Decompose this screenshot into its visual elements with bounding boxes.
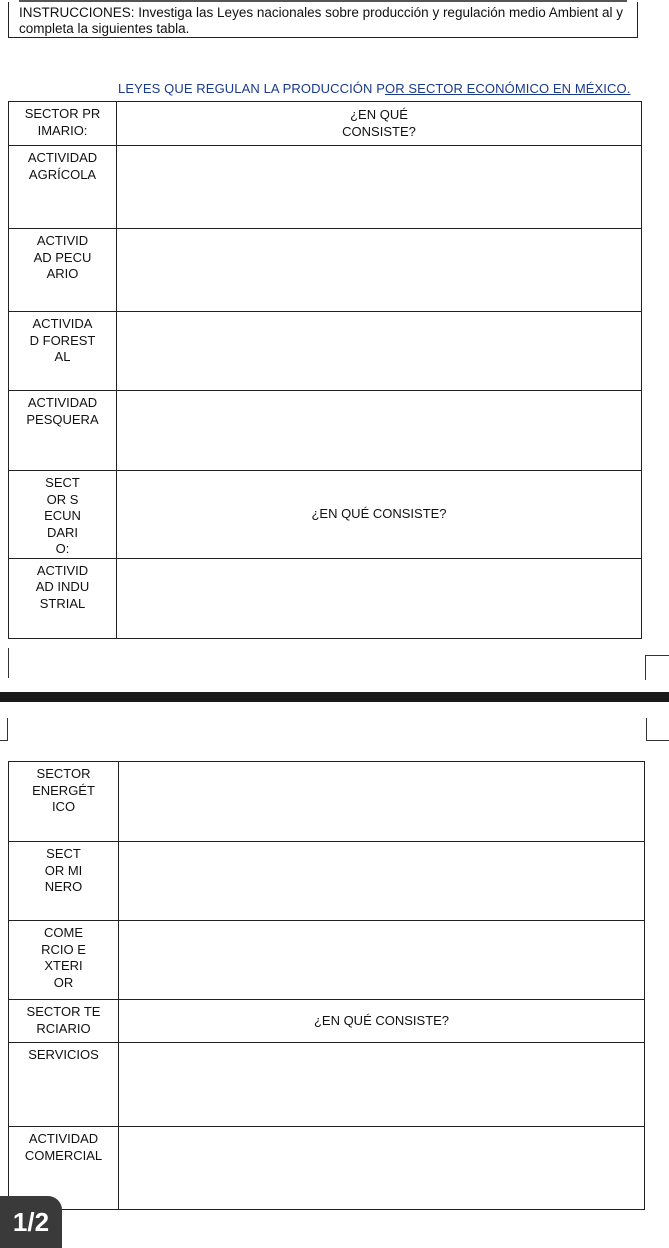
- row-label-cell: [9, 921, 119, 1000]
- page-indicator-text: 1/2: [12, 1206, 50, 1237]
- activity-row: [9, 1127, 645, 1210]
- answer-cell[interactable]: [117, 558, 642, 638]
- row-label: SECTOR MINERO: [44, 846, 83, 894]
- row-label: ACTIVIDAD PESQUERA: [26, 395, 99, 427]
- row-label-cell: [9, 102, 117, 146]
- row-label: SECTOR PRIMARIO:: [24, 106, 101, 138]
- sectors-table-page1: [8, 101, 642, 639]
- answer-cell[interactable]: [119, 762, 645, 842]
- row-label-cell: [9, 312, 117, 391]
- page-corner-mark-left: [8, 648, 9, 678]
- row-label: SECTOR TERCIARIO: [26, 1004, 101, 1036]
- row-label-cell: [9, 1000, 119, 1043]
- cropped-top-line: [19, 0, 627, 2]
- sector-header-row: [9, 471, 642, 559]
- row-label: ACTIVIDAD INDUSTRIAL: [35, 562, 90, 611]
- answer-cell[interactable]: [119, 921, 645, 1000]
- table-title: [118, 81, 630, 96]
- row-label: SECTOR SECUNDARIO:: [44, 475, 81, 556]
- row-label: COMERCIO EXTERIOR: [41, 925, 86, 990]
- row-label: SERVICIOS: [28, 1047, 99, 1062]
- sectors-table-page2: [8, 761, 645, 1210]
- page-corner-mark-right-2: [646, 718, 669, 741]
- activity-row: [9, 558, 642, 638]
- row-label-cell: [9, 762, 119, 842]
- row-label-cell: [9, 391, 117, 471]
- answer-cell[interactable]: [117, 312, 642, 391]
- row-label: ACTIVIDAD FORESTAL: [29, 316, 96, 364]
- row-label-cell: [9, 1043, 119, 1127]
- row-label-cell: [9, 471, 117, 559]
- row-label: ACTIVIDAD PECUARIO: [33, 233, 92, 281]
- instructions-text: INSTRUCCIONES: Investiga las Leyes nacionales sobre producción y regulación medio Ambient al y completa la siguientes tabla.: [19, 5, 624, 36]
- column-header: ¿EN QUÉ CONSISTE?: [311, 506, 447, 521]
- answer-cell[interactable]: [117, 146, 642, 229]
- column-header-cell: [117, 471, 642, 559]
- column-header: ¿EN QUÉ CONSISTE?: [313, 1012, 450, 1028]
- column-header-cell: [117, 102, 642, 146]
- row-label: ACTIVIDAD COMERCIAL: [24, 1131, 103, 1163]
- column-header: ¿EN QUÉ CONSISTE?: [342, 107, 416, 139]
- answer-cell[interactable]: [119, 842, 645, 921]
- answer-cell[interactable]: [119, 1043, 645, 1127]
- activity-row: [9, 1043, 645, 1127]
- activity-row: [9, 229, 642, 312]
- activity-row: [9, 762, 645, 842]
- instructions-box: [8, 2, 638, 38]
- table-title-end: OR SECTOR ECONÓMICO EN MÉXICO.: [384, 81, 631, 96]
- activity-row: [9, 391, 642, 471]
- answer-cell[interactable]: [119, 1127, 645, 1210]
- sector-header-row: [9, 1000, 645, 1043]
- activity-row: [9, 842, 645, 921]
- activity-row: [9, 146, 642, 229]
- row-label-cell: [9, 146, 117, 229]
- activity-row: [9, 921, 645, 1000]
- page-indicator-badge: [0, 1196, 62, 1248]
- column-header-cell: [119, 1000, 645, 1043]
- sector-header-row: [9, 102, 642, 146]
- row-label-cell: [9, 842, 119, 921]
- row-label: SECTOR ENERGÉTICO: [32, 766, 95, 814]
- row-label-cell: [9, 558, 117, 638]
- table-title-start: LEYES QUE REGULAN LA PRODUCCIÓN P: [118, 81, 385, 96]
- answer-cell[interactable]: [117, 391, 642, 471]
- page-corner-mark-right: [645, 655, 669, 680]
- activity-row: [9, 312, 642, 391]
- page-separator: [0, 692, 669, 702]
- page-corner-mark-left-2: [0, 718, 8, 741]
- row-label-cell: [9, 229, 117, 312]
- answer-cell[interactable]: [117, 229, 642, 312]
- row-label: ACTIVIDAD AGRÍCOLA: [27, 150, 98, 182]
